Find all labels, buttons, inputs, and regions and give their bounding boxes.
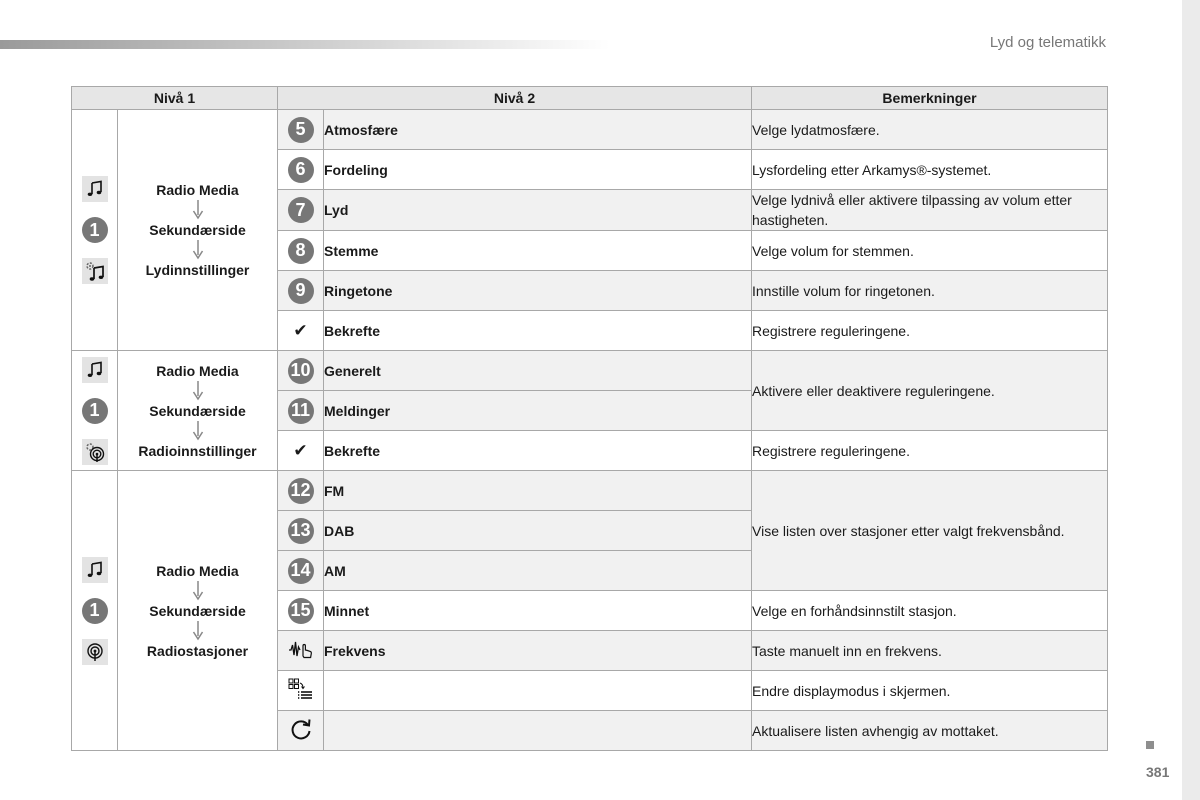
marker-cell [278, 431, 324, 471]
display-mode-icon [288, 687, 314, 703]
setting-name: Generelt [324, 351, 752, 391]
marker-cell [278, 551, 324, 591]
marker-cell [278, 311, 324, 351]
number-badge: 13 [288, 518, 314, 544]
remark: Velge volum for stemmen. [752, 231, 1108, 271]
marker-cell [278, 711, 324, 751]
setting-name: Bekrefte [324, 311, 752, 351]
arrow-down-icon [192, 240, 204, 260]
table-row [72, 110, 1108, 150]
marker-cell [278, 671, 324, 711]
remark: Lysfordeling etter Arkamys®-systemet. [752, 150, 1108, 190]
level1-label: Sekundærside [149, 402, 246, 419]
arrow-down-icon [192, 421, 204, 441]
settings-table [71, 86, 1108, 751]
music-note-icon [82, 357, 108, 383]
level1-icons-cell [72, 110, 118, 351]
remark: Aktualisere listen avhengig av mottaket. [752, 711, 1108, 751]
setting-name: Stemme [324, 231, 752, 271]
level1-label: Sekundærside [149, 222, 246, 238]
step-one-badge: 1 [82, 217, 108, 243]
table-row [72, 351, 1108, 391]
step-one-badge: 1 [82, 598, 108, 624]
setting-name: Frekvens [324, 631, 752, 671]
arrow-down-icon [192, 581, 204, 601]
music-note-icon [82, 176, 108, 202]
remark: Registrere reguleringene. [752, 431, 1108, 471]
page-marker [1146, 741, 1154, 749]
marker-cell [278, 391, 324, 431]
number-badge: 6 [288, 157, 314, 183]
step-one-badge: 1 [82, 398, 108, 424]
marker-cell [278, 271, 324, 311]
marker-cell [278, 351, 324, 391]
level1-icons-cell [72, 471, 118, 751]
marker-cell [278, 231, 324, 271]
header-level2: Nivå 2 [278, 87, 752, 110]
level1-label: Radio Media [156, 182, 239, 198]
setting-name: Ringetone [324, 271, 752, 311]
level1-label: Sekundærside [149, 602, 246, 619]
level1-label: Radioinnstillinger [138, 442, 257, 459]
marker-cell [278, 511, 324, 551]
setting-name: Bekrefte [324, 431, 752, 471]
table-header-row [72, 87, 1108, 110]
level1-labels-cell [118, 110, 278, 351]
remark: Velge lydnivå eller aktivere tilpassing av volum etter hastigheten. [752, 190, 1108, 231]
setting-name: FM [324, 471, 752, 511]
arrow-down-icon [192, 200, 204, 220]
number-badge: 8 [288, 238, 314, 264]
setting-name [324, 671, 752, 711]
top-decorative-bar [0, 40, 610, 49]
checkmark-icon: ✔ [293, 440, 308, 460]
number-badge: 9 [288, 278, 314, 304]
remark: Vise listen over stasjoner etter valgt frekvensbånd. [752, 471, 1108, 591]
number-badge: 14 [288, 558, 314, 584]
setting-name: Atmosfære [324, 110, 752, 150]
table-row [72, 471, 1108, 511]
radio-station-icon [82, 639, 108, 665]
header-remarks: Bemerkninger [752, 87, 1108, 110]
level1-label: Lydinnstillinger [145, 262, 250, 278]
remark: Innstille volum for ringetonen. [752, 271, 1108, 311]
number-badge: 7 [288, 197, 314, 223]
arrow-down-icon [192, 381, 204, 401]
checkmark-icon: ✔ [293, 320, 308, 340]
setting-name [324, 711, 752, 751]
radio-settings-icon [82, 439, 108, 465]
section-title: Lyd og telematikk [989, 34, 1106, 51]
level1-labels-cell [118, 351, 278, 471]
frequency-touch-icon [288, 646, 314, 662]
marker-cell [278, 631, 324, 671]
number-badge: 15 [288, 598, 314, 624]
remark: Aktivere eller deaktivere reguleringene. [752, 351, 1108, 431]
setting-name: Minnet [324, 591, 752, 631]
level1-label: Radiostasjoner [146, 642, 249, 659]
setting-name: Meldinger [324, 391, 752, 431]
sound-settings-icon [82, 258, 108, 284]
level1-icons-cell [72, 351, 118, 471]
remark: Taste manuelt inn en frekvens. [752, 631, 1108, 671]
level1-label: Radio Media [156, 562, 239, 579]
marker-cell [278, 190, 324, 231]
header-level1: Nivå 1 [72, 87, 278, 110]
marker-cell [278, 471, 324, 511]
page-number: 381 [1146, 764, 1170, 780]
remark: Velge en forhåndsinnstilt stasjon. [752, 591, 1108, 631]
level1-labels-cell [118, 471, 278, 751]
marker-cell [278, 591, 324, 631]
number-badge: 5 [288, 117, 314, 143]
marker-cell [278, 110, 324, 150]
arrow-down-icon [192, 621, 204, 641]
remark: Registrere reguleringene. [752, 311, 1108, 351]
remark: Endre displaymodus i skjermen. [752, 671, 1108, 711]
music-note-icon [82, 557, 108, 583]
setting-name: DAB [324, 511, 752, 551]
page-edge-strip [1182, 0, 1200, 800]
setting-name: Fordeling [324, 150, 752, 190]
setting-name: AM [324, 551, 752, 591]
number-badge: 11 [288, 398, 314, 424]
refresh-icon [289, 728, 313, 744]
number-badge: 10 [288, 358, 314, 384]
number-badge: 12 [288, 478, 314, 504]
level1-label: Radio Media [156, 362, 239, 379]
marker-cell [278, 150, 324, 190]
remark: Velge lydatmosfære. [752, 110, 1108, 150]
setting-name: Lyd [324, 190, 752, 231]
